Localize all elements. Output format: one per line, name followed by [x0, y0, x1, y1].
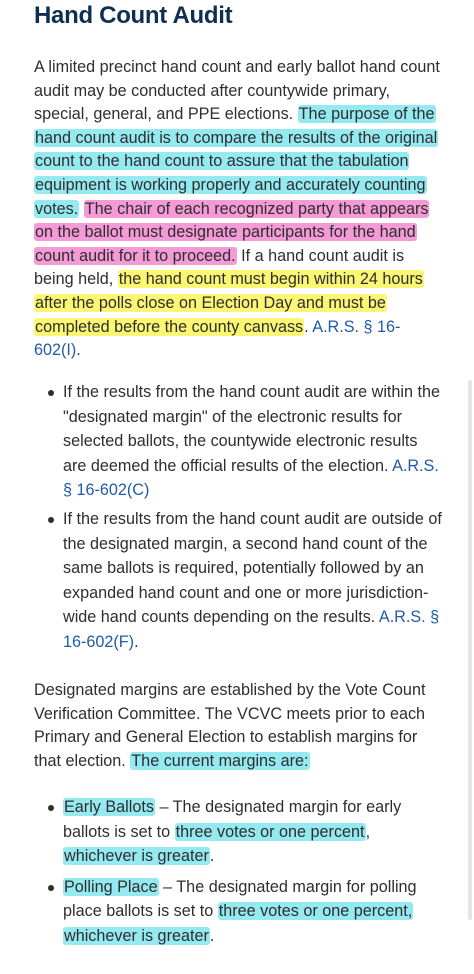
citation-link-16-602-i[interactable]: A.R.S. § 16-602(I) [34, 317, 401, 360]
bullet-text: If the results from the hand count audit are outside of the designated margin, a second hand count of the same ballots is required, potentially followed by an expanded hand count and one or more jurisdiction-wide hand counts depending on the results. [63, 509, 442, 627]
citation-end: . [134, 632, 139, 651]
citation-link-16-602-f[interactable]: A.R.S. § 16-602(F) [63, 608, 440, 651]
highlight-polling-place: Polling Place [64, 877, 158, 896]
margin-end: . [209, 847, 215, 866]
margins-paragraph [34, 679, 442, 773]
results-bullet-list [0, 380, 474, 655]
citation-end: . [76, 341, 81, 360]
highlight-current-margins: The current margins are: [131, 751, 309, 770]
highlight-party-chair: The chair of each recognized party that appears on the ballot must designate participants for the hand count audit for it to proceed. [35, 199, 429, 265]
intro-paragraph [34, 56, 442, 363]
highlight-whichever-greater: whichever is greater [64, 926, 209, 945]
intro-sentence-1-end: . [288, 105, 294, 124]
intro-sentence-4-lead: If a hand count audit is being held, [34, 246, 405, 289]
list-item [0, 875, 474, 949]
scrollbar-track[interactable] [468, 380, 472, 920]
margin-value-after: , [365, 822, 371, 841]
margins-text: Designated margins are established by the Vote Count Verification Committee. The VCVC meets prior to each Primary and General Election to establish margins for that election. [34, 681, 426, 770]
bullet-icon [48, 805, 54, 811]
bullet-text: If the results from the hand count audit are within the "designated margin" of the electronic results for selected ballots, the countywide electronic results are deemed the official results of the election. [63, 383, 441, 475]
margin-text: – The designated margin for early ballots is set to [63, 798, 402, 841]
highlight-whichever-greater: whichever is greater [64, 847, 209, 866]
bullet-icon [48, 885, 54, 891]
list-item [0, 507, 474, 655]
highlight-margin-value: three votes or one percent, [218, 902, 413, 921]
list-item [0, 380, 474, 503]
intro-sentence-4-end: . [304, 317, 309, 336]
margin-text: – The designated margin for polling place ballots is set to [63, 877, 417, 921]
bullet-icon [48, 517, 54, 523]
page-title: Hand Count Audit [34, 2, 233, 29]
margins-bullet-list [0, 795, 474, 949]
highlight-timing: the hand count must begin within 24 hours after the polls close on Election Day and must be completed before the county canvass [35, 270, 423, 336]
highlight-early-ballots: Early Ballots [64, 798, 154, 816]
citation-link-16-602-c[interactable]: A.R.S. § 16-602(C) [63, 456, 439, 500]
highlight-purpose: The purpose of the hand count audit is to compare the results of the original count to the hand count to assure that the tabulation equipment is working properly and accurately counting votes. [35, 105, 438, 218]
highlight-margin-value: three votes or one percent [175, 822, 365, 841]
intro-sentence-1: A limited precinct hand count and early ballot hand count audit may be conducted after countywide primary, special, general, and PPE elections [34, 58, 440, 124]
list-item [0, 795, 474, 869]
margin-end: . [209, 926, 215, 945]
bullet-icon [48, 390, 54, 396]
